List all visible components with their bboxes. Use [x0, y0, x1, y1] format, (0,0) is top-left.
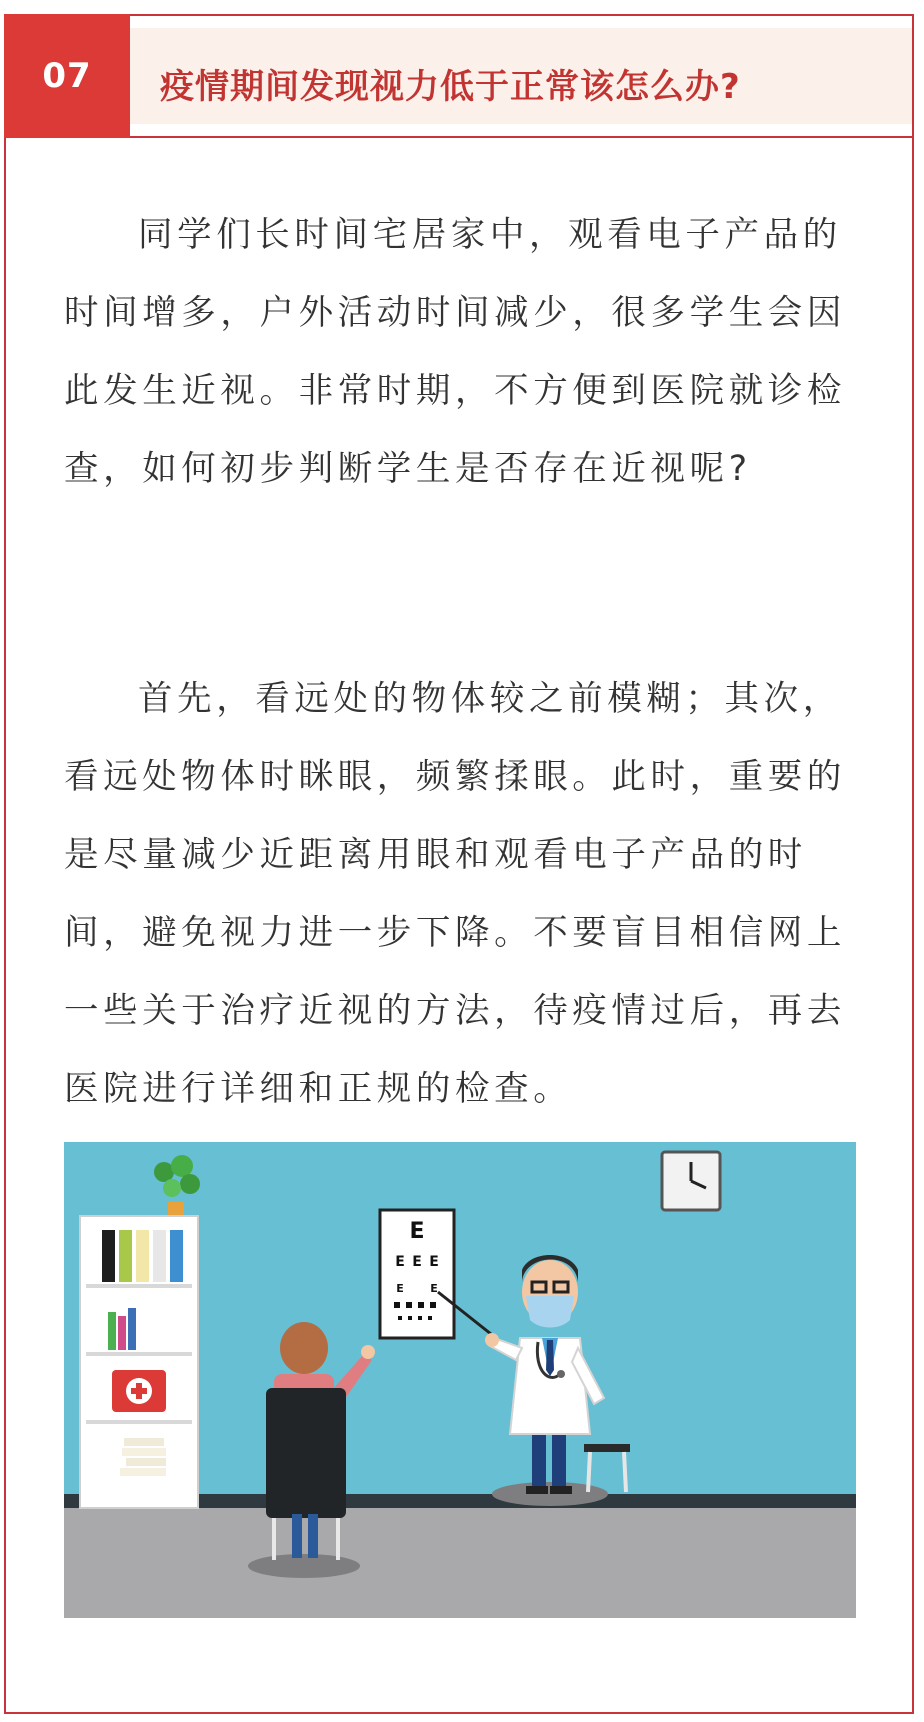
eye-chart-letter: E: [395, 1254, 405, 1270]
paragraph-advice: 首先，看远处的物体较之前模糊；其次，看远处物体时眯眼，频繁揉眼。此时，重要的是尽量减少近距离用眼和观看电子产品的时间，避免视力进一步下降。不要盲目相信网上一些关于治疗近视的方法，待疫情过后，再去医院进行详细和正规的检查。: [64, 679, 846, 1109]
eye-exam-illustration: [64, 1142, 856, 1618]
floor: [64, 1508, 856, 1618]
bookshelf: [80, 1216, 198, 1508]
eye-chart-letter: E: [412, 1254, 422, 1270]
first-aid-kit-icon: [112, 1370, 166, 1412]
section-number-badge: 07: [4, 14, 130, 138]
eye-chart-letter: E: [430, 1282, 438, 1295]
header-divider: [130, 136, 914, 138]
eye-chart-letter: E: [396, 1282, 404, 1295]
eye-chart-letter: E: [429, 1254, 439, 1270]
eye-exam-scene: [64, 1142, 856, 1618]
wall-clock-icon: [662, 1152, 720, 1210]
eye-chart: [380, 1210, 454, 1338]
section-title: 疫情期间发现视力低于正常该怎么办?: [160, 67, 741, 107]
paragraph-intro: 同学们长时间宅居家中，观看电子产品的时间增多，户外活动时间减少，很多学生会因此发生近视。非常时期，不方便到医院就诊检查，如何初步判断学生是否存在近视呢?: [64, 215, 846, 489]
eye-chart-letter: E: [409, 1219, 425, 1244]
